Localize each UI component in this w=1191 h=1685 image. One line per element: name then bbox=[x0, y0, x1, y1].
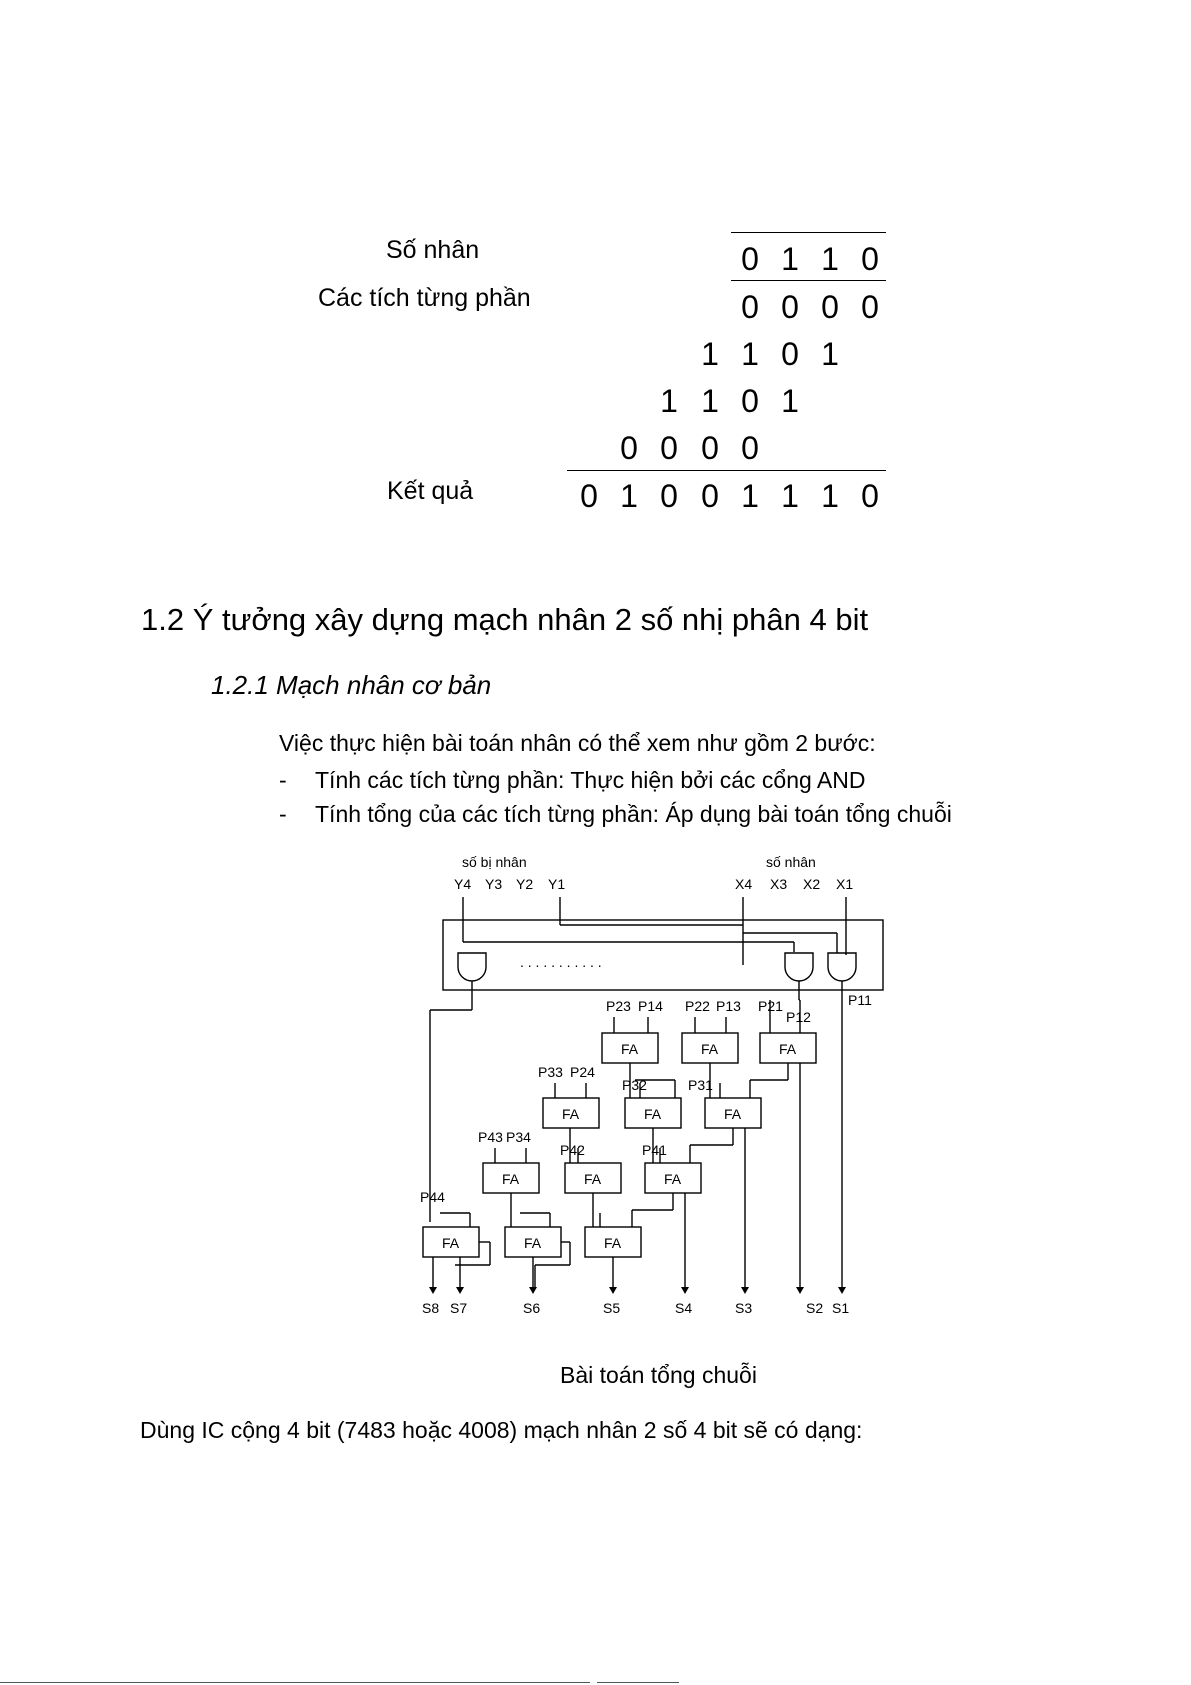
partial-bit: 1 bbox=[821, 336, 839, 372]
partial-label: P42 bbox=[560, 1142, 585, 1158]
multiplier-bit: 1 bbox=[781, 241, 799, 277]
x-input-label: X4 bbox=[735, 876, 753, 892]
partial-bit: 1 bbox=[781, 383, 799, 419]
output-label: S8 bbox=[422, 1300, 440, 1316]
multiplier-bit: 0 bbox=[741, 241, 759, 277]
partial-bit: 0 bbox=[821, 289, 839, 325]
partial-label: P22 bbox=[685, 998, 710, 1014]
y-input-label: Y1 bbox=[548, 876, 566, 892]
partial-label: P33 bbox=[538, 1064, 563, 1080]
full-adder-label: FA bbox=[724, 1106, 742, 1122]
full-adder-label: FA bbox=[621, 1041, 639, 1057]
multiplier-rule bbox=[731, 280, 886, 281]
intro-paragraph: Việc thực hiện bài toán nhân có thể xem như gồm 2 bước: bbox=[279, 730, 876, 756]
partial-bit: 0 bbox=[781, 336, 799, 372]
result-label: Kết quả bbox=[387, 477, 474, 505]
output-label: S7 bbox=[450, 1300, 468, 1316]
output-label: S2 bbox=[806, 1300, 824, 1316]
full-adder-label: FA bbox=[524, 1235, 542, 1251]
result-bit: 0 bbox=[701, 478, 719, 514]
and-gate-icon bbox=[785, 953, 813, 981]
multiplier-bit: 0 bbox=[861, 241, 879, 277]
subsection-heading: 1.2.1 Mạch nhân cơ bản bbox=[211, 670, 492, 700]
full-adder-label: FA bbox=[779, 1041, 797, 1057]
partial-bit: 1 bbox=[660, 383, 678, 419]
serial-sum-circuit-diagram bbox=[410, 845, 910, 1325]
full-adder-label: FA bbox=[664, 1171, 682, 1187]
partial-label: P12 bbox=[786, 1009, 811, 1025]
bullet-marker: - bbox=[279, 801, 287, 827]
partial-label: P41 bbox=[642, 1142, 667, 1158]
and-gate-icon bbox=[828, 953, 856, 981]
output-label: S1 bbox=[832, 1300, 850, 1316]
partial-label: P11 bbox=[848, 992, 872, 1008]
output-label: S5 bbox=[603, 1300, 621, 1316]
partial-bit: 0 bbox=[741, 430, 759, 466]
partial-bit: 0 bbox=[741, 383, 759, 419]
top-rule bbox=[731, 232, 886, 233]
output-label: S3 bbox=[735, 1300, 753, 1316]
bullet-item: Tính tổng của các tích từng phần: Áp dụng bài toán tổng chuỗi bbox=[315, 801, 952, 827]
x-input-label: X3 bbox=[770, 876, 788, 892]
partial-bit: 1 bbox=[701, 336, 719, 372]
output-label: S6 bbox=[523, 1300, 541, 1316]
full-adder-label: FA bbox=[644, 1106, 662, 1122]
full-adder-label: FA bbox=[502, 1171, 520, 1187]
partial-bit: 0 bbox=[861, 289, 879, 325]
partial-label: P14 bbox=[638, 998, 663, 1014]
full-adder-label: FA bbox=[604, 1235, 622, 1251]
y-input-label: Y2 bbox=[516, 876, 534, 892]
bullet-item: Tính các tích từng phần: Thực hiện bởi các cổng AND bbox=[315, 767, 866, 793]
and-gate-icon bbox=[458, 953, 486, 981]
partial-label: P21 bbox=[758, 998, 783, 1014]
and-gate-array-box bbox=[443, 920, 883, 990]
and-array-dots: . . . . . . . . . . . bbox=[520, 954, 602, 970]
partial-label: P44 bbox=[420, 1189, 445, 1205]
y-input-label: Y4 bbox=[454, 876, 472, 892]
result-bit: 1 bbox=[781, 478, 799, 514]
result-bit: 1 bbox=[741, 478, 759, 514]
partial-bit: 0 bbox=[781, 289, 799, 325]
partial-label: P34 bbox=[506, 1129, 531, 1145]
partial-label: P31 bbox=[688, 1077, 713, 1093]
multiplier-bit: 1 bbox=[821, 241, 839, 277]
partial-label: P24 bbox=[570, 1064, 595, 1080]
footer-rule bbox=[597, 1682, 679, 1683]
result-rule bbox=[567, 470, 886, 471]
y-input-label: Y3 bbox=[485, 876, 503, 892]
result-bit: 0 bbox=[660, 478, 678, 514]
closing-paragraph: Dùng IC cộng 4 bit (7483 hoặc 4008) mạch nhân 2 số 4 bit sẽ có dạng: bbox=[140, 1417, 863, 1443]
result-bit: 1 bbox=[620, 478, 638, 514]
partial-bit: 0 bbox=[660, 430, 678, 466]
partial-bit: 0 bbox=[620, 430, 638, 466]
multiplicand-label: số bị nhân bbox=[462, 854, 527, 870]
partial-bit: 0 bbox=[741, 289, 759, 325]
multiplier-label: số nhân bbox=[766, 854, 816, 870]
result-bit: 0 bbox=[861, 478, 879, 514]
section-heading: 1.2 Ý tưởng xây dựng mạch nhân 2 số nhị phân 4 bit bbox=[141, 602, 869, 637]
figure-caption: Bài toán tổng chuỗi bbox=[560, 1362, 757, 1388]
full-adder-label: FA bbox=[442, 1235, 460, 1251]
footer-rule bbox=[0, 1682, 590, 1683]
full-adder-label: FA bbox=[584, 1171, 602, 1187]
x-input-label: X2 bbox=[803, 876, 821, 892]
x-input-label: X1 bbox=[836, 876, 854, 892]
result-bit: 1 bbox=[821, 478, 839, 514]
full-adder-label: FA bbox=[701, 1041, 719, 1057]
bullet-marker: - bbox=[279, 767, 287, 793]
full-adder-label: FA bbox=[562, 1106, 580, 1122]
partial-bit: 0 bbox=[701, 430, 719, 466]
partial-bit: 1 bbox=[741, 336, 759, 372]
partial-label: P43 bbox=[478, 1129, 503, 1145]
partial-label: P23 bbox=[606, 998, 631, 1014]
multiplier-label: Số nhân bbox=[386, 236, 480, 264]
partial-label: P13 bbox=[716, 998, 741, 1014]
partial-bit: 1 bbox=[701, 383, 719, 419]
partials-label: Các tích từng phần bbox=[318, 284, 531, 312]
partial-label: P32 bbox=[622, 1077, 647, 1093]
result-bit: 0 bbox=[580, 478, 598, 514]
output-label: S4 bbox=[675, 1300, 693, 1316]
